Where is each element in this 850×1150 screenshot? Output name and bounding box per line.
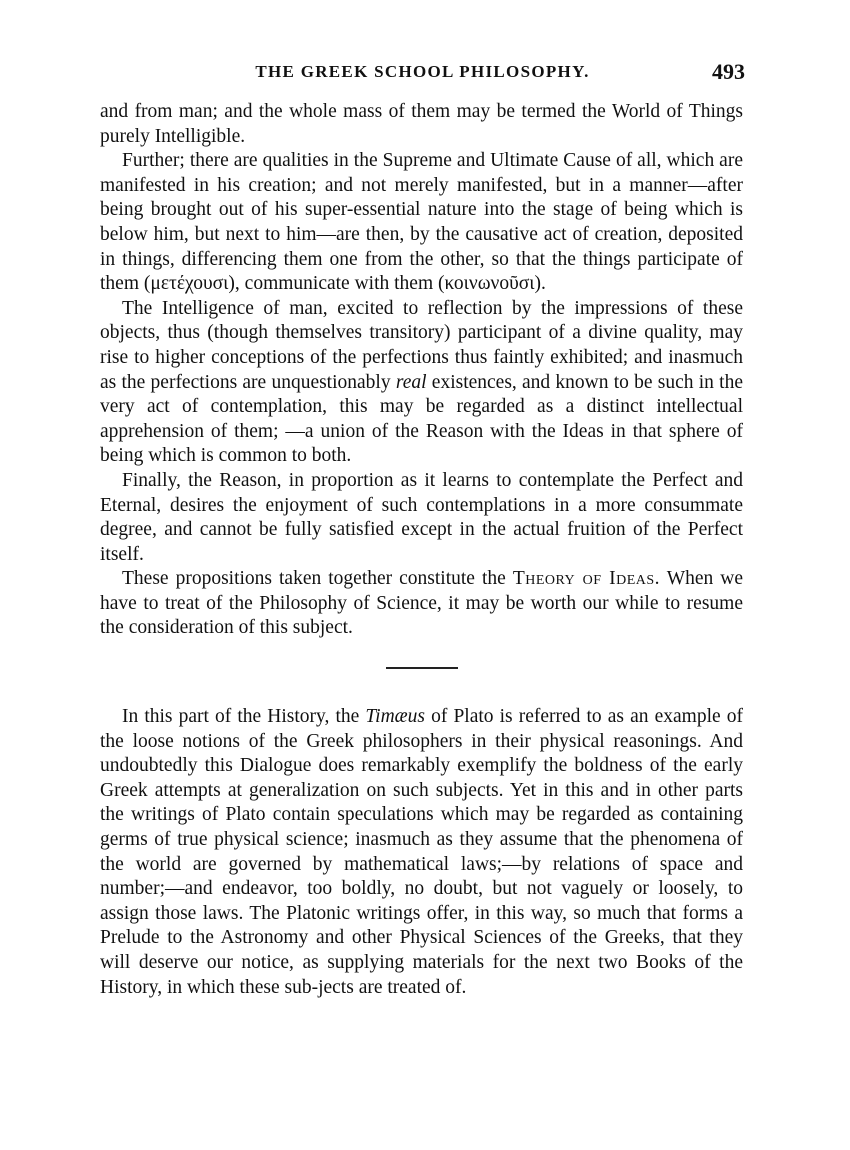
page-header [100, 59, 745, 92]
page-number: 493 [712, 59, 745, 84]
page-body [100, 100, 743, 1000]
paragraph-5-part-a: These propositions taken together constitute the [122, 568, 513, 590]
theory-of-ideas: Theory of Ideas. [512, 568, 661, 590]
italic-real: real [395, 371, 427, 393]
paragraph-6-part-b: of Plato is referred to as an example of the loose notions of the Greek philosophers in their physical reasonings. And undoubtedly this Dialogue does remarkably exemplify the boldness of the early Greek attempts at generalization on such subjects. Yet in this and in other parts the writings of Plato contain speculations which may be regarded as containing germs of true physical science; inasmuch as they assume that the phenomena of the world are governed by mathematical laws;—by relations of space and number;—and endeavor, too boldly, no doubt, but not vaguely or loosely, to assign those laws. The Platonic writings offer, in this way, so much that forms a Prelude to the Astronomy and other Physical Sciences of the Greeks, that they will deserve our notice, as supplying materials for the next two Books of the History, in which these sub-jects are treated of. [100, 706, 743, 998]
running-title: THE GREEK SCHOOL PHILOSOPHY. [255, 62, 590, 81]
paragraph-6 [100, 705, 743, 1000]
paragraph-2: Further; there are qualities in the Supreme and Ultimate Cause of all, which are manifested in his creation; and not merely manifested, but in a manner—after being brought out of his super-essential nature into the stage of being which is below him, but next to him—are then, by the causative act of creation, deposited in things, differencing them one from the other, so that the things participate of them (μετέχουσι), communicate with them (κοινωνοῦσι). [100, 150, 743, 295]
paragraph-5 [100, 567, 743, 641]
paragraph-1: and from man; and the whole mass of them may be termed the World of Things purely Intelligible. [100, 101, 743, 147]
paragraph-3 [100, 297, 743, 469]
section-divider [386, 667, 458, 669]
paragraph-6-part-a: In this part of the History, the [122, 706, 366, 728]
paragraph-5-part-b: When we have to treat of the Philosophy of Science, it may be worth our while to resume the consideration of this subject. [100, 568, 743, 639]
paragraph-4: Finally, the Reason, in proportion as it learns to contemplate the Perfect and Eternal, desires the enjoyment of such contemplations in a more consummate degree, and cannot be fully satisfied except in the actual fruition of the Perfect itself. [100, 469, 743, 565]
paragraph-3-part-b: existences, and known to be such in the very act of contemplation, this may be regarded as a distinct intellectual apprehension of them; —a union of the Reason with the Ideas in that sphere of being which is common to both. [100, 371, 743, 467]
italic-timaeus: Timæus [365, 706, 426, 728]
paragraph-3-part-a: The Intelligence of man, excited to reflection by the impressions of these objects, thus (though themselves transitory) participant of a divine quality, may rise to higher conceptions of the perfections thus faintly exhibited; and inasmuch as the perfections are unquestionably [100, 297, 743, 393]
